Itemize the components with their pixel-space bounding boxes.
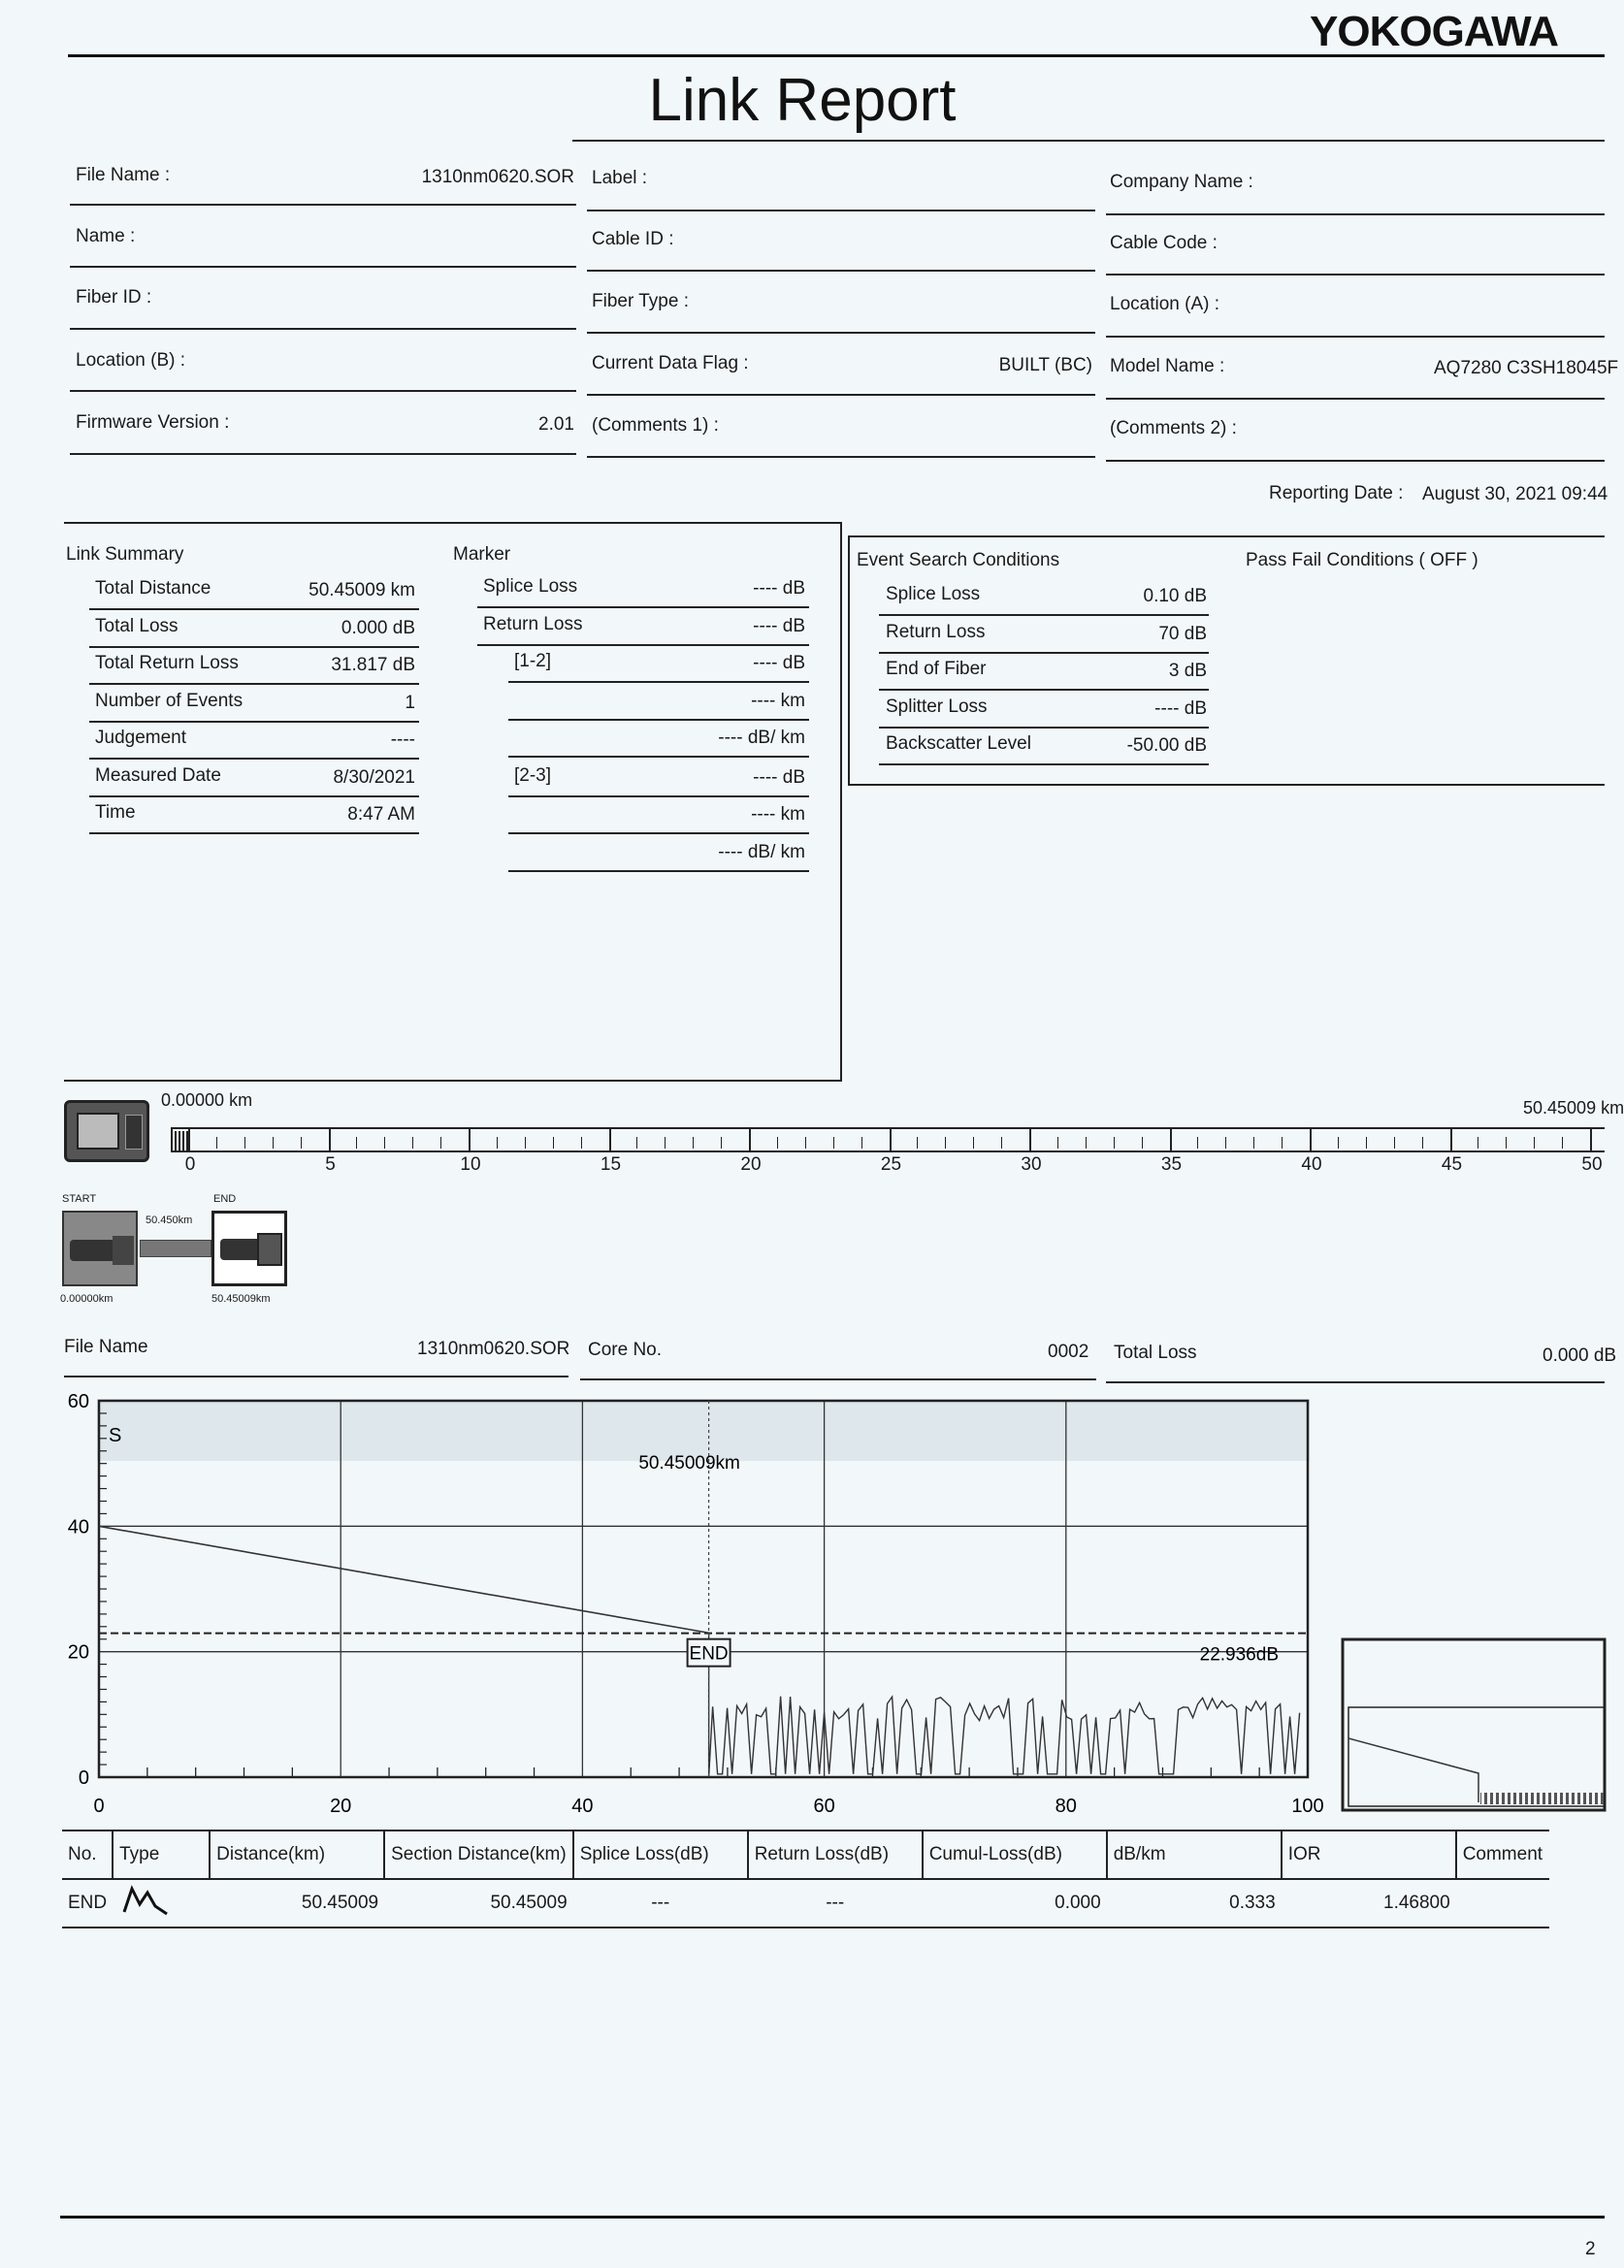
title-rule (572, 140, 1605, 142)
row-rule (70, 453, 576, 455)
comments2-label: (Comments 2) : (1110, 418, 1237, 438)
scale-major-tick (469, 1127, 471, 1150)
scale-tick-label: 15 (600, 1154, 622, 1175)
event-type-cell (113, 1879, 210, 1928)
row-rule (587, 394, 1095, 396)
file-name-value: 1310nm0620.SOR (421, 167, 574, 187)
marker-row-label: [1-2] (514, 651, 552, 671)
marker-row-value: ---- dB (753, 578, 805, 599)
link-map-start-label: START (62, 1193, 97, 1205)
row-rule (587, 270, 1095, 272)
event-dbkm-cell: 0.333 (1107, 1879, 1282, 1928)
company-label: Company Name : (1110, 172, 1253, 192)
scale-major-tick (890, 1127, 892, 1150)
marker-row-label: Return Loss (483, 613, 583, 634)
trace-series-line (99, 1526, 709, 1633)
summary-row-rule (89, 721, 419, 723)
events-table (62, 1830, 1549, 1928)
row-rule (1106, 213, 1605, 215)
row-rule (587, 210, 1095, 211)
scale-minor-tick (1366, 1137, 1367, 1149)
conditions-top-rule (848, 535, 1605, 537)
table-header-cell: dB/km (1107, 1831, 1282, 1879)
summary-row-value: 50.45009 km (309, 580, 415, 600)
event-no-cell: END (62, 1879, 113, 1928)
summary-right-rule (840, 522, 842, 1081)
marker-row-value: ---- dB/ km (718, 841, 805, 862)
scale-minor-tick (721, 1137, 722, 1149)
page-title: Link Report (648, 67, 957, 134)
table-row (62, 1879, 1549, 1928)
marker-row-rule (477, 606, 809, 608)
event-comment-cell (1456, 1879, 1549, 1928)
marker-row-rule (508, 719, 809, 721)
scale-minor-tick (805, 1137, 806, 1149)
condition-row-label: Splice Loss (886, 584, 981, 604)
y-tick-label: 60 (67, 1391, 89, 1412)
event-cumul-cell: 0.000 (923, 1879, 1107, 1928)
overview-trace (1348, 1738, 1478, 1802)
scale-minor-tick (777, 1137, 778, 1149)
end-connector-icon (211, 1211, 287, 1286)
scale-minor-tick (636, 1137, 637, 1149)
marker-row-rule (508, 756, 809, 758)
summary-row-rule (89, 683, 419, 685)
scale-minor-tick (1225, 1137, 1226, 1149)
footer-rule (60, 2216, 1605, 2219)
fiber-span-bar (140, 1240, 211, 1257)
scale-major-tick (749, 1127, 751, 1150)
firmware-value: 2.01 (538, 414, 574, 435)
location-b-label: Location (B) : (76, 350, 185, 371)
data-flag-label: Current Data Flag : (592, 353, 749, 373)
label-label: Label : (592, 168, 648, 188)
summary-row-label: Total Return Loss (95, 653, 239, 673)
scale-major-tick (1029, 1127, 1031, 1150)
scale-major-tick (329, 1127, 331, 1150)
data-flag-value: BUILT (BC) (998, 355, 1092, 375)
condition-row-value: 0.10 dB (1143, 586, 1207, 606)
summary-row-rule (89, 795, 419, 797)
link-map-end-label: END (213, 1193, 237, 1205)
condition-row-rule (879, 652, 1209, 654)
trace-total-loss-label: Total Loss (1114, 1343, 1197, 1363)
trace-file-name-label: File Name (64, 1337, 148, 1357)
scale-minor-tick (973, 1137, 974, 1149)
condition-row-rule (879, 614, 1209, 616)
scale-tick-label: 5 (325, 1154, 336, 1175)
row-rule (70, 204, 576, 206)
scale-minor-tick (1506, 1137, 1507, 1149)
brand-logo: YOKOGAWA (1310, 8, 1559, 55)
marker-row-label: [2-3] (514, 764, 552, 786)
x-tick-label: 20 (330, 1796, 352, 1817)
event-distance-cell: 50.45009 (210, 1879, 384, 1928)
scale-minor-tick (273, 1137, 274, 1149)
marker-row-rule (508, 795, 809, 797)
scan-band (97, 1399, 1310, 1461)
scale-minor-tick (1114, 1137, 1115, 1149)
scale-tick-label: 10 (460, 1154, 481, 1175)
scale-minor-tick (1422, 1137, 1423, 1149)
marker-row-value: ---- dB (753, 653, 805, 673)
scale-minor-tick (384, 1137, 385, 1149)
scale-minor-tick (412, 1137, 413, 1149)
scale-minor-tick (833, 1137, 834, 1149)
scale-major-tick (1170, 1127, 1172, 1150)
trace-file-name-value: 1310nm0620.SOR (417, 1339, 570, 1359)
cable-code-label: Cable Code : (1110, 233, 1218, 253)
condition-row-value: 3 dB (1168, 661, 1207, 681)
event-section-cell: 50.45009 (384, 1879, 573, 1928)
table-header-cell: IOR (1282, 1831, 1456, 1879)
table-header-cell: Distance(km) (210, 1831, 384, 1879)
table-header-cell: No. (62, 1831, 113, 1879)
scale-minor-tick (1338, 1137, 1339, 1149)
row-rule (1106, 336, 1605, 338)
summary-row-rule (89, 646, 419, 648)
overview-noise (1480, 1793, 1605, 1804)
summary-row-value: 1 (405, 692, 415, 713)
event-ior-cell: 1.46800 (1282, 1879, 1456, 1928)
reporting-date-value: August 30, 2021 09:44 (1422, 484, 1608, 504)
fiber-type-label: Fiber Type : (592, 291, 689, 311)
link-map-start-pos: 0.00000km (60, 1293, 114, 1305)
core-no-value: 0002 (1048, 1342, 1089, 1362)
summary-row-value: 8:47 AM (347, 804, 415, 825)
marker-title: Marker (453, 544, 511, 565)
x-tick-label: 60 (813, 1796, 835, 1817)
y-tick-label: 0 (78, 1767, 89, 1789)
overview-thumbnail (1343, 1639, 1605, 1810)
distance-annotation: 50.45009km (638, 1453, 740, 1474)
event-return-cell: --- (748, 1879, 923, 1928)
scale-tick-label: 0 (184, 1154, 196, 1175)
link-map-span-label: 50.450km (146, 1215, 193, 1226)
table-header-cell: Splice Loss(dB) (573, 1831, 748, 1879)
row-rule (587, 332, 1095, 334)
condition-row-label: Return Loss (886, 621, 986, 642)
summary-row-label: Total Loss (95, 615, 179, 636)
scale-minor-tick (356, 1137, 357, 1149)
scale-minor-tick (917, 1137, 918, 1149)
scale-start-label: 0.00000 km (161, 1090, 253, 1110)
condition-row-label: Splitter Loss (886, 696, 988, 717)
x-tick-label: 80 (1055, 1796, 1077, 1817)
start-marker-label: S (109, 1425, 122, 1446)
pass-fail-label: Pass Fail Conditions ( OFF ) (1246, 550, 1478, 570)
condition-row-value: ---- dB (1154, 697, 1207, 719)
scale-minor-tick (216, 1137, 217, 1149)
link-summary-title: Link Summary (66, 544, 184, 565)
table-header-cell: Comment (1456, 1831, 1549, 1879)
row-rule (1106, 274, 1605, 275)
summary-row-label: Time (95, 802, 136, 823)
row-rule (1106, 460, 1605, 462)
scale-minor-tick (1253, 1137, 1254, 1149)
scale-minor-tick (861, 1137, 862, 1149)
scale-minor-tick (1142, 1137, 1143, 1149)
y-tick-label: 40 (67, 1516, 89, 1539)
threshold-label: 22.936dB (1199, 1644, 1279, 1666)
scale-tick-label: 40 (1301, 1154, 1322, 1175)
scale-minor-tick (693, 1137, 694, 1149)
end-event-label: END (689, 1643, 729, 1665)
otdr-trace-chart (0, 1377, 1605, 1833)
scale-tick-label: 20 (740, 1154, 762, 1175)
marker-row-rule (508, 870, 809, 872)
marker-row-label: Splice Loss (483, 576, 578, 597)
scale-major-tick (1590, 1127, 1592, 1150)
scale-tick-label: 35 (1160, 1154, 1183, 1175)
overview-inner-frame (1348, 1707, 1605, 1806)
row-rule (70, 328, 576, 330)
table-header-cell: Type (113, 1831, 210, 1879)
row-rule (587, 456, 1095, 458)
summary-row-label: Total Distance (95, 578, 211, 599)
summary-row-value: 8/30/2021 (333, 766, 415, 788)
comments1-label: (Comments 1) : (592, 415, 719, 436)
condition-row-rule (879, 689, 1209, 691)
cable-id-label: Cable ID : (592, 229, 674, 249)
scale-major-tick (188, 1127, 190, 1150)
scale-minor-tick (1001, 1137, 1002, 1149)
scale-major-tick (609, 1127, 611, 1150)
table-header-row (62, 1831, 1549, 1879)
marker-row-value: ---- dB (753, 766, 805, 788)
table-header-cell: Section Distance(km) (384, 1831, 573, 1879)
summary-row-rule (89, 832, 419, 834)
condition-row-label: End of Fiber (886, 659, 987, 679)
summary-row-label: Measured Date (95, 764, 221, 786)
event-search-title: Event Search Conditions (857, 550, 1060, 570)
summary-row-rule (89, 758, 419, 760)
fiber-id-label: Fiber ID : (76, 287, 152, 308)
location-a-label: Location (A) : (1110, 294, 1219, 314)
name-label: Name : (76, 226, 136, 246)
scale-minor-tick (581, 1137, 582, 1149)
scale-minor-tick (525, 1137, 526, 1149)
marker-row-value: ---- km (751, 804, 805, 825)
link-map-end-pos: 50.45009km (211, 1293, 271, 1305)
scale-minor-tick (244, 1137, 245, 1149)
core-no-label: Core No. (588, 1340, 663, 1360)
scale-minor-tick (1534, 1137, 1535, 1149)
trace-total-loss-value: 0.000 dB (1543, 1345, 1617, 1366)
model-label: Model Name : (1110, 356, 1225, 376)
scale-minor-tick (1282, 1137, 1283, 1149)
marker-row-value: ---- dB (753, 615, 805, 636)
x-tick-label: 0 (93, 1796, 105, 1817)
summary-row-label: Judgement (95, 728, 187, 748)
scale-tick-label: 45 (1441, 1154, 1463, 1175)
table-header-cell: Cumul-Loss(dB) (923, 1831, 1107, 1879)
marker-row-rule (508, 681, 809, 683)
scale-minor-tick (945, 1137, 946, 1149)
marker-row-value: ---- dB/ km (718, 728, 805, 748)
summary-row-value: 0.000 dB (341, 617, 415, 638)
end-reflection-icon (118, 1883, 177, 1918)
start-connector-icon (62, 1211, 138, 1286)
conditions-left-rule (848, 535, 850, 784)
row-rule (1106, 398, 1605, 400)
scale-tick-label: 50 (1581, 1154, 1603, 1175)
summary-top-rule (64, 522, 840, 524)
event-splice-cell: --- (573, 1879, 748, 1928)
condition-row-value: 70 dB (1158, 623, 1207, 644)
scale-minor-tick (553, 1137, 554, 1149)
scale-minor-tick (665, 1137, 666, 1149)
y-axis-ticks (68, 1391, 107, 1789)
scale-minor-tick (301, 1137, 302, 1149)
marker-row-rule (508, 832, 809, 834)
firmware-label: Firmware Version : (76, 412, 230, 433)
model-value: AQ7280 C3SH18045F (1434, 358, 1619, 378)
scale-minor-tick (1086, 1137, 1087, 1149)
condition-row-value: -50.00 dB (1126, 735, 1207, 756)
condition-row-rule (879, 763, 1209, 765)
header-rule (68, 54, 1605, 57)
scale-minor-tick (1057, 1137, 1058, 1149)
file-name-label: File Name : (76, 165, 171, 185)
scale-major-tick (1450, 1127, 1452, 1150)
scale-minor-tick (1394, 1137, 1395, 1149)
marker-row-rule (477, 644, 809, 646)
x-tick-label: 40 (571, 1796, 594, 1817)
scale-minor-tick (1197, 1137, 1198, 1149)
row-rule (70, 390, 576, 392)
scale-minor-tick (440, 1137, 441, 1149)
summary-row-rule (89, 608, 419, 610)
conditions-bottom-rule (848, 784, 1605, 786)
otdr-device-icon (64, 1100, 149, 1162)
y-tick-label: 20 (67, 1641, 89, 1664)
scale-minor-tick (497, 1137, 498, 1149)
scale-major-tick (1310, 1127, 1312, 1150)
condition-row-rule (879, 727, 1209, 729)
marker-row-value: ---- km (751, 690, 805, 711)
row-rule (70, 266, 576, 268)
x-tick-label: 100 (1291, 1796, 1324, 1817)
summary-row-label: Number of Events (95, 690, 244, 711)
scale-tick-label: 30 (1021, 1154, 1042, 1175)
summary-bottom-rule (64, 1080, 842, 1082)
scale-tick-label: 25 (880, 1154, 902, 1175)
scale-end-label: 50.45009 km (1523, 1098, 1624, 1118)
summary-row-value: 31.817 dB (331, 655, 415, 675)
page-number: 2 (1585, 2239, 1596, 2259)
condition-row-label: Backscatter Level (886, 733, 1031, 754)
summary-row-value: ---- (390, 729, 415, 750)
reporting-date-label: Reporting Date : (1269, 483, 1404, 503)
scale-minor-tick (1562, 1137, 1563, 1149)
distance-scale-bar (171, 1127, 1605, 1152)
table-header-cell: Return Loss(dB) (748, 1831, 923, 1879)
